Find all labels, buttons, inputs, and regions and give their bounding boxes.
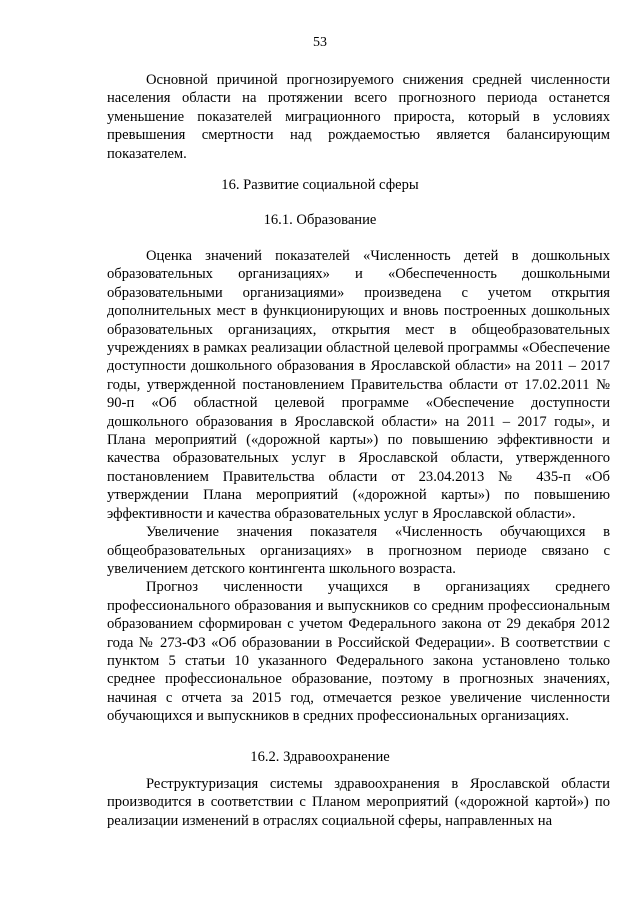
intro-paragraph: Основной причиной прогнозируемого снижения средней численности населения области на протяжении всего прогнозного периода останется уменьшение показателей миграционного прироста, который в условиях превышения смертности над рождаемостью является балансирующим показателем. [107, 72, 610, 162]
education-paragraph-1: Оценка значений показателей «Численность детей в дошкольных образовательных организациях» и «Обеспеченность дошкольными образовательными организациями» произведена с учетом открытия дополнительных мест в функционирующих и вновь построенных дошкольных образовательных организациях, открытия мест в общеобразовательных учреждениях в рамках реализации областной целевой программы «Обеспечение доступности дошкольного образования в Ярославской области» на 2011 – 2017 годы, утвержденной постановлением Правительства области от 17.02.2011 № 90-п «Об областной целевой программе «Обеспечение доступности дошкольного образования в Ярославской области» на 2011 – 2017 годы», и Плана мероприятий («дорожной карты») по повышению эффективности и качества образовательных услуг в Ярославской области, утвержденного постановлением Правительства области от 23.04.2013 № 435-п «Об утверждении Плана мероприятий («дорожной карты») по повышению эффективности и качества образовательных услуг в Ярославской области». [107, 248, 610, 522]
health-heading: 16.2. Здравоохранение [250, 749, 390, 765]
education-heading: 16.1. Образование [263, 212, 377, 228]
education-paragraph-3: Прогноз численности учащихся в организациях среднего профессионального образования и выпускников со средним профессиональным образованием сформирован с учетом Федерального закона от 29 декабря 2012 года № 273-ФЗ «Об образовании в Российской Федерации». В соответствии с пунктом 5 статьи 10 указанного Федерального закона установлено только среднее профессиональное образование, поэтому в прогнозных значениях, начиная с отчета за 2015 год, отмечается резкое увеличение численности обучающихся и выпускников в средних профессиональных организациях. [107, 579, 610, 725]
page-number: 53 [313, 35, 327, 50]
health-paragraph-1: Реструктуризация системы здравоохранения в Ярославской области производится в соответствии с Планом мероприятий («дорожной картой») по реализации изменений в отраслях социальной сферы, направленных на [107, 776, 610, 829]
section-heading: 16. Развитие социальной сферы [221, 177, 419, 193]
education-paragraph-2: Увеличение значения показателя «Численность обучающихся в общеобразовательных организациях» в прогнозном периоде связано с увеличением детского контингента школьного возраста. [107, 524, 610, 577]
health-block [107, 775, 610, 830]
education-block [107, 247, 610, 726]
intro-block [107, 71, 610, 163]
